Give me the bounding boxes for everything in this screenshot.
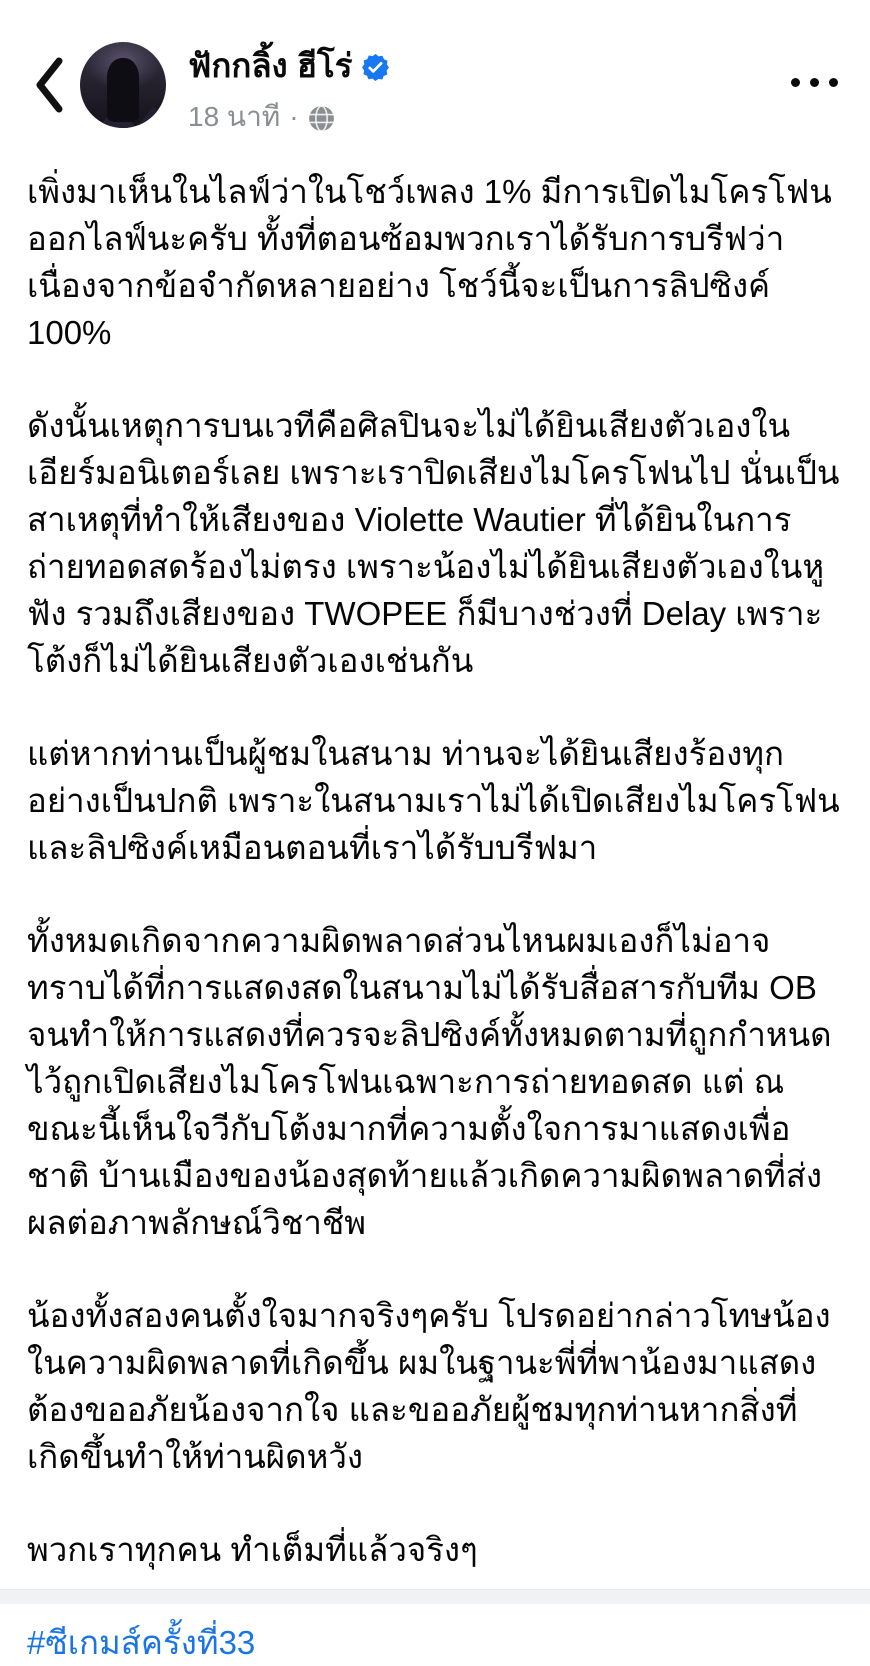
globe-privacy-icon xyxy=(308,105,335,132)
post-paragraph: พวกเราทุกคน ทำเต็มที่แล้วจริงๆ xyxy=(27,1531,478,1568)
post-paragraph: เพิ่งมาเห็นในไลฟ์ว่าในโชว์เพลง 1% มีการเปิดไมโครโฟนออกไลฟ์นะครับ ทั้งที่ตอนซ้อมพวกเราได้รับการบรีฟว่าเนื่องจากข้อจำกัดหลายอย่าง โชว์นี้จะเป็นการลิปซิงค์ 100% xyxy=(27,173,832,351)
avatar[interactable] xyxy=(80,42,166,128)
ellipsis-dot xyxy=(829,78,838,87)
header-meta xyxy=(188,42,840,139)
ellipsis-dot xyxy=(791,78,800,87)
post-paragraph: ดังนั้นเหตุการบนเวทีคือศิลปินจะไม่ได้ยินเสียงตัวเองในเอียร์มอนิเตอร์เลย เพราะเราปิดเสียงไมโครโฟนไป นั่นเป็นสาเหตุที่ทำให้เสียงของ Violette Wautier ที่ได้ยินในการถ่ายทอดสดร้องไม่ตรง เพราะน้องไม่ได้ยินเสียงตัวเองในหูฟัง รวมถึงเสียงของ TWOPEE ก็มีบางช่วงที่ Delay เพราะโต้งก็ไม่ได้ยินเสียงตัวเองเช่นกัน xyxy=(27,407,840,679)
ellipsis-dot xyxy=(810,78,819,87)
back-button[interactable] xyxy=(26,42,72,128)
dot-separator: · xyxy=(289,101,299,132)
post-paragraph: ทั้งหมดเกิดจากความผิดพลาดส่วนไหนผมเองก็ไม่อาจทราบได้ที่การแสดงสดในสนามไม่ได้รับสื่อสารกับทีม OB จนทำให้การแสดงที่ควรจะลิปซิงค์ทั้งหมดตามที่ถูกกำหนดไว้ถูกเปิดเสียงไมโครโฟนเฉพาะการถ่ายทอดสด แต่ ณ ขณะนี้เห็นใจวีกับโต้งมากที่ความตั้งใจการมาแสดงเพื่อชาติ บ้านเมืองของน้องสุดท้ายแล้วเกิดความผิดพลาดที่ส่งผลต่อภาพลักษณ์วิชาชีพ xyxy=(27,922,832,1241)
post-header xyxy=(0,0,870,138)
post-body xyxy=(0,138,870,1666)
post-paragraph: น้องทั้งสองคนตั้งใจมากจริงๆครับ โปรดอย่ากล่าวโทษน้องในความผิดพลาดที่เกิดขึ้น ผมในฐานะพี่ที่พาน้องมาแสดงต้องขออภัยน้องจากใจ และขออภัยผู้ชมทุกท่านหากสิ่งที่เกิดขึ้นทำให้ท่านผิดหวัง xyxy=(27,1297,831,1475)
profile-name[interactable]: ฟักกลิ้ง ฮีโร่ xyxy=(188,47,353,84)
verified-badge-icon xyxy=(362,54,389,81)
hashtag-link[interactable]: #ซีเกมส์ครั้งที่33 xyxy=(27,1624,256,1661)
post-paragraph: แต่หากท่านเป็นผู้ชมในสนาม ท่านจะได้ยินเสียงร้องทุกอย่างเป็นปกติ เพราะในสนามเราไม่ได้เปิดเสียงไมโครโฟนและลิปซิงค์เหมือนตอนที่เราได้รับบรีฟมา xyxy=(27,735,840,866)
post-timestamp: 18 นาที xyxy=(188,101,281,132)
more-options-button[interactable] xyxy=(789,72,840,93)
chevron-left-icon xyxy=(34,56,64,114)
bottom-section-divider xyxy=(0,1589,870,1604)
